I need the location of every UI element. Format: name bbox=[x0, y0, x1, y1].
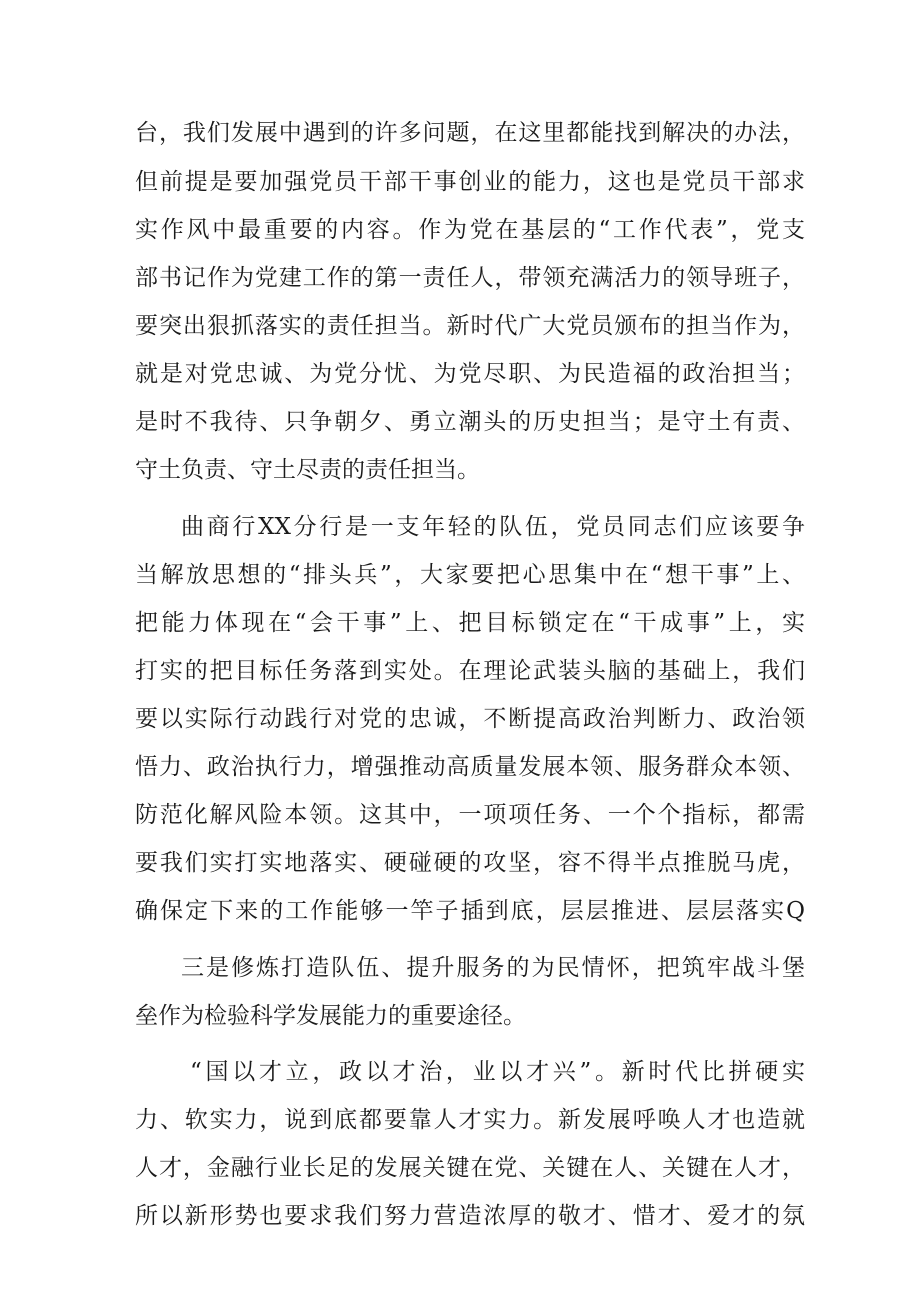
text-line: 悟力、政治执行力，增强推动高质量发展本领、服务群众本领、 bbox=[135, 754, 805, 780]
text-line: 部书记作为党建工作的第一责任人，带领充满活力的领导班子， bbox=[135, 265, 805, 291]
text-line: 打实的把目标任务落到实处。在理论武装头脑的基础上，我们 bbox=[135, 658, 805, 684]
text-line: 台，我们发展中遇到的许多问题，在这里都能找到解决的办法， bbox=[135, 120, 805, 146]
text-line: “国以才立，政以才治，业以才兴”。新时代比拼硬实 bbox=[190, 1059, 805, 1085]
text-line: 人才，金融行业长足的发展关键在党、关键在人、关键在人才， bbox=[135, 1155, 805, 1181]
text-line: 确保定下来的工作能够一竿子插到底，层层推进、层层落实Q bbox=[135, 898, 805, 924]
text-line: 所以新形势也要求我们努力营造浓厚的敬才、惜才、爱才的氛 bbox=[135, 1203, 805, 1229]
text-line: 是时不我待、只争朝夕、勇立潮头的历史担当；是守土有责、 bbox=[135, 409, 805, 435]
text-line: 力、软实力，说到底都要靠人才实力。新发展呼唤人才也造就 bbox=[135, 1107, 805, 1133]
text-line: 要我们实打实地落实、硬碰硬的攻坚，容不得半点推脱马虎， bbox=[135, 850, 805, 876]
text-line: 防范化解风险本领。这其中，一项项任务、一个个指标，都需 bbox=[135, 802, 805, 828]
text-line: 实作风中最重要的内容。作为党在基层的“工作代表”，党支 bbox=[135, 217, 805, 243]
text-line: 守土负责、守土尽责的责任担当。 bbox=[135, 457, 480, 483]
text-line: 当解放思想的“排头兵”，大家要把心思集中在“想干事”上、 bbox=[135, 562, 805, 588]
text-line: 但前提是要加强党员干部干事创业的能力，这也是党员干部求 bbox=[135, 169, 805, 195]
text-line: 曲商行XX分行是一支年轻的队伍，党员同志们应该要争 bbox=[181, 514, 805, 540]
text-line: 三是修炼打造队伍、提升服务的为民情怀，把筑牢战斗堡 bbox=[181, 955, 805, 981]
text-line: 就是对党忠诚、为党分忧、为党尽职、为民造福的政治担当； bbox=[135, 361, 805, 387]
text-line: 把能力体现在“会干事”上、把目标锁定在“干成事”上，实 bbox=[135, 610, 805, 636]
text-line: 要突出狠抓落实的责任担当。新时代广大党员颁布的担当作为， bbox=[135, 313, 805, 339]
text-line: 要以实际行动践行对党的忠诚，不断提高政治判断力、政治领 bbox=[135, 706, 805, 732]
text-line: 垒作为检验科学发展能力的重要途径。 bbox=[135, 1003, 526, 1029]
